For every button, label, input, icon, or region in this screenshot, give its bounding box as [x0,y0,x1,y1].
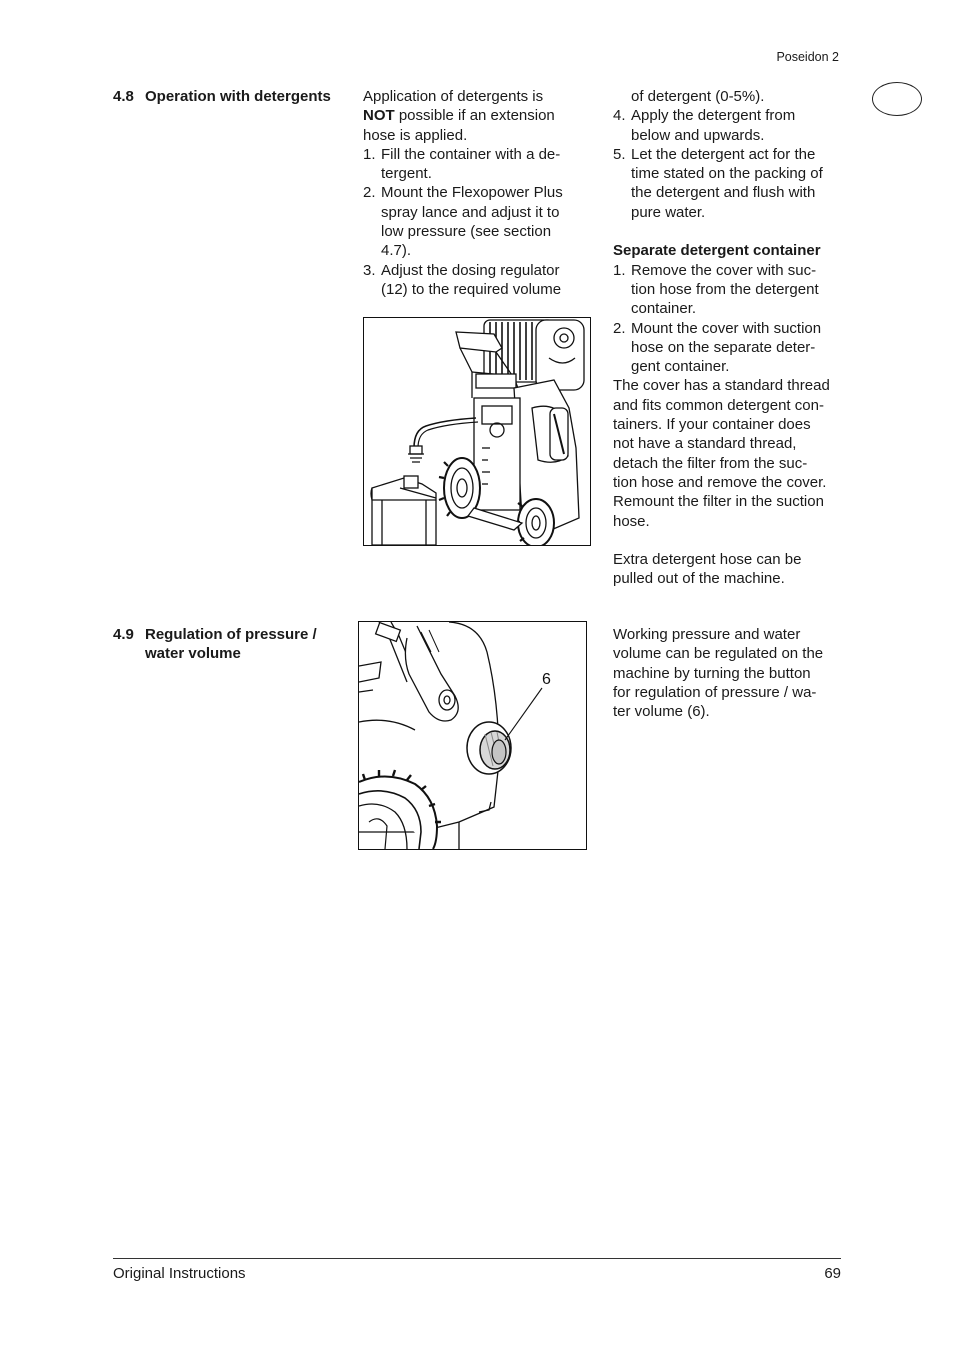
pressure-washer-illustration [364,318,590,545]
paragraph-line: tainers. If your container does [613,416,811,434]
list-item [613,319,845,377]
step-line: 4.7). [381,242,412,260]
steps-list [363,145,593,299]
figure-pressure-knob [358,621,587,850]
paragraph-line: Extra detergent hose can be [613,551,802,569]
list-item [363,261,593,300]
section-4-8-column-2 [613,87,845,589]
step-line: Apply the detergent from [631,107,796,125]
paragraph-line: machine by turning the button [613,664,811,682]
paragraph-line: volume can be regulated on the [613,645,824,663]
separate-container-heading: Separate detergent container [613,242,821,260]
paragraph-line: tion hose and remove the cover. [613,473,827,491]
list-item [613,145,845,222]
spacer [613,222,845,241]
step-line: time stated on the packing of [631,165,823,183]
footer-divider [113,1258,841,1259]
section-number: 4.9 [113,626,134,643]
steps-list-continued [613,106,845,222]
figure-detergent-container [363,317,591,546]
intro-line: hose is applied. [363,126,468,144]
step-line: low pressure (see section [381,223,552,241]
step-line: the detergent and flush with [631,184,816,202]
step-number: 1. [613,261,626,279]
step-line: hose on the separate deter- [631,338,816,356]
spacer [613,531,845,550]
step-line: tergent. [381,165,432,183]
section-4-9-heading [113,625,353,665]
language-marker-oval [872,82,922,116]
step-number: 2. [363,184,376,202]
intro-line-rest: possible if an extension [394,107,555,125]
paragraph-line: Remount the filter in the suction [613,493,824,511]
footer-title: Original Instructions [113,1265,246,1282]
step-line: gent container. [631,358,730,376]
paragraph-line: Working pressure and water [613,626,801,643]
figure-callout-label: 6 [542,671,551,688]
step-line: pure water. [631,203,706,221]
step-line: Let the detergent act for the [631,145,816,163]
paragraph-line: for regulation of pressure / wa- [613,683,817,701]
paragraph-line: ter volume (6). [613,703,710,721]
intro-line: Application of detergents is [363,88,544,105]
section-4-9-body [613,625,845,721]
paragraph-line: hose. [613,512,650,530]
step-line: container. [631,300,697,318]
step-line: Mount the cover with suction [631,319,822,337]
section-4-8-heading [113,87,353,107]
list-item [613,261,845,319]
paragraph-line: not have a standard thread, [613,435,797,453]
step-line: tion hose from the detergent [631,280,819,298]
step-number: 2. [613,319,626,337]
step-number: 1. [363,145,376,163]
product-name: Poseidon 2 [776,50,839,64]
step-line: (12) to the required volume [381,280,562,298]
separate-steps-list [613,261,845,377]
list-item [363,183,593,260]
step-number: 3. [363,261,376,279]
pressure-knob-illustration [359,622,586,849]
page-number: 69 [824,1265,841,1282]
step-number: 5. [613,145,626,163]
step-line: spray lance and adjust it to [381,203,560,221]
list-item [363,145,593,184]
step-line: below and upwards. [631,126,765,144]
paragraph-line: detach the filter from the suc- [613,454,808,472]
section-title-line: water volume [145,645,241,663]
step-line: Adjust the dosing regulator [381,261,560,279]
intro-line [363,106,593,125]
extra-hose-paragraph [613,550,845,589]
step-line: Remove the cover with suc- [631,261,817,279]
paragraph-line: and fits common detergent con- [613,396,824,414]
cover-paragraph [613,376,845,530]
section-title: Operation with detergents [145,88,331,105]
step-continuation: of detergent (0-5%). [631,88,765,105]
section-title-line: Regulation of pressure / [145,626,317,643]
section-4-8-column-1 [363,87,593,299]
paragraph-line: The cover has a standard thread [613,377,830,395]
step-line: Fill the container with a de- [381,145,561,163]
step-number: 4. [613,107,626,125]
paragraph-line: pulled out of the machine. [613,570,785,588]
section-number: 4.8 [113,88,134,105]
list-item [613,106,845,145]
not-emphasis: NOT [363,107,395,125]
step-line: Mount the Flexopower Plus [381,184,563,202]
